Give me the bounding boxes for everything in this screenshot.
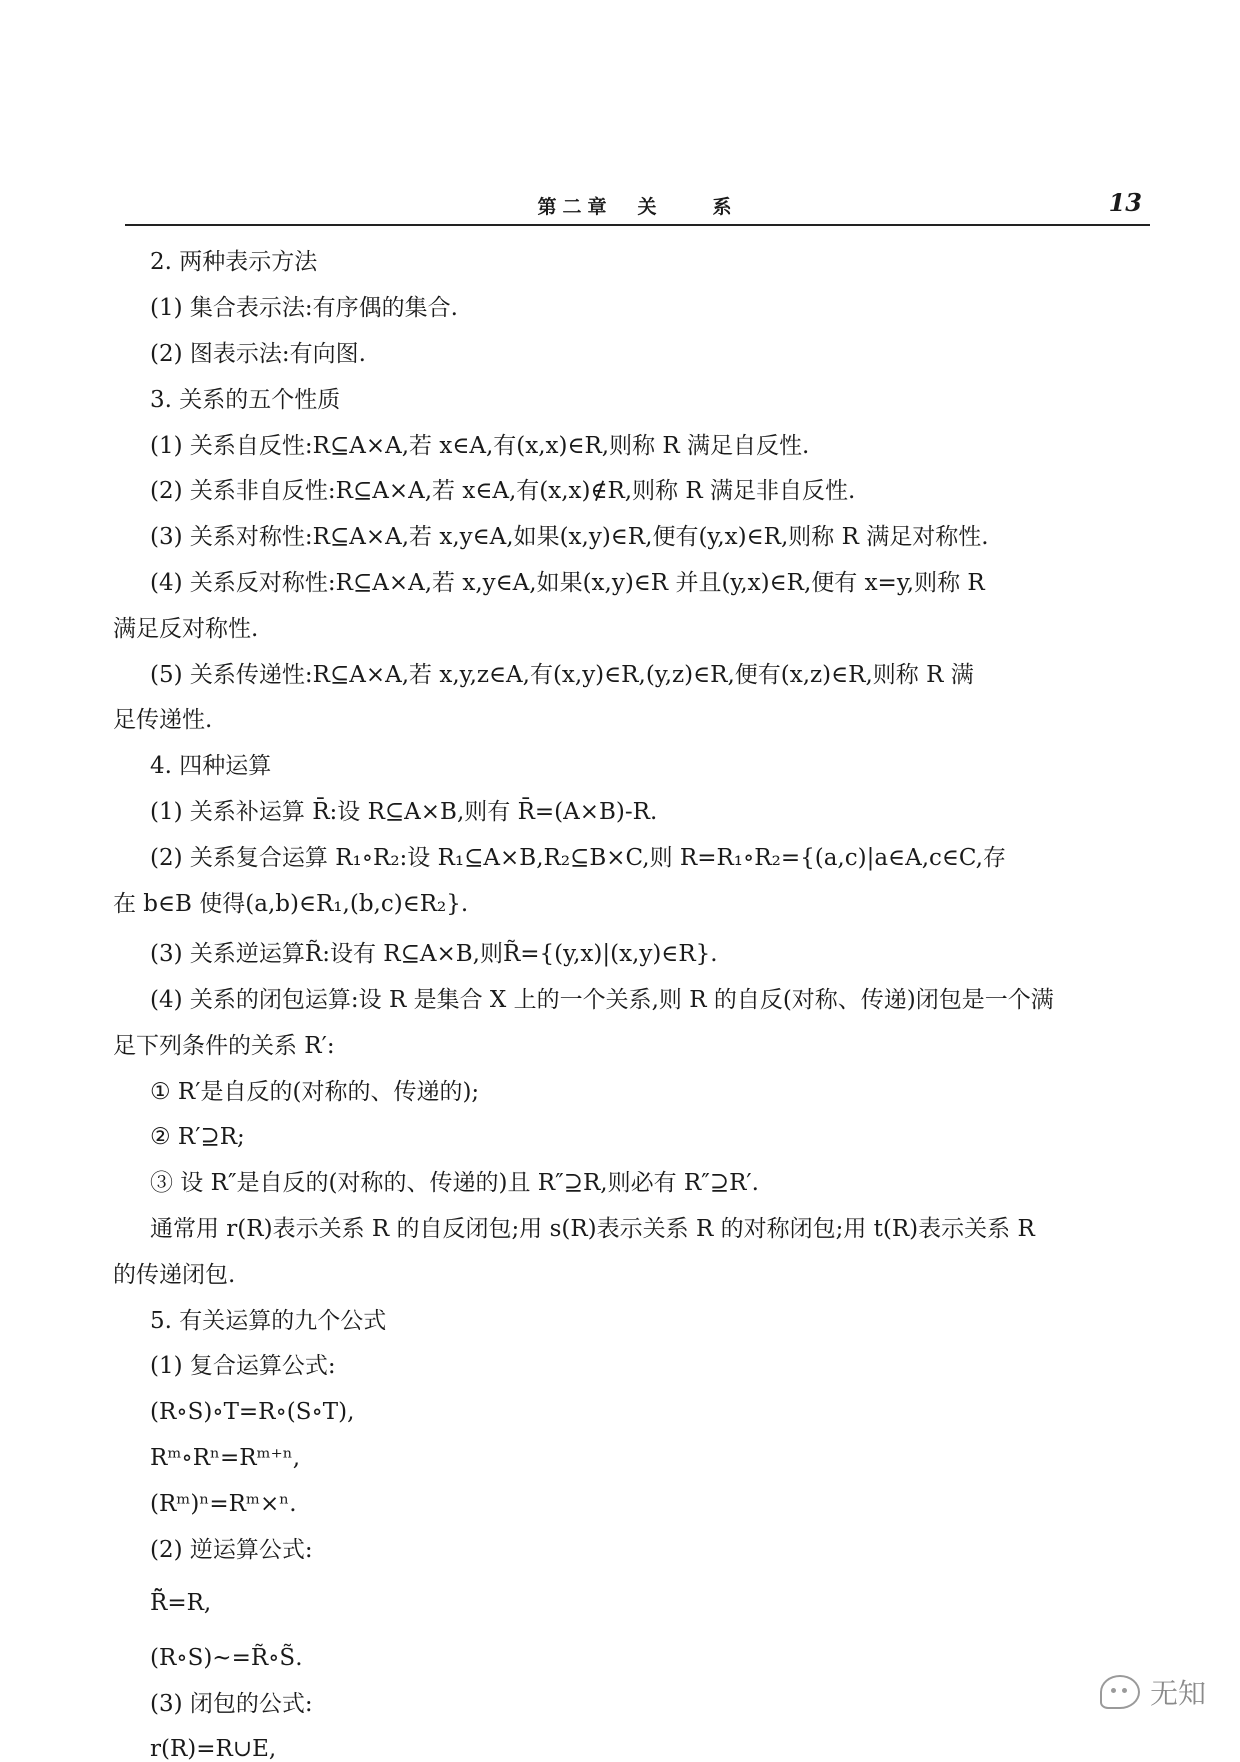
text-line: (2) 关系非自反性:R⊆A×A,若 x∈A,有(x,x)∉R,则称 R 满足非自反性.	[150, 478, 856, 504]
text-line: r(R)=R∪E,	[150, 1736, 277, 1762]
text-line: (1) 复合运算公式:	[150, 1353, 336, 1379]
text-line: 2. 两种表示方法	[150, 249, 318, 275]
watermark-text: 无知	[1150, 1677, 1207, 1710]
text-line: (1) 关系补运算 R̄:设 R⊆A×B,则有 R̄=(A×B)-R.	[150, 799, 658, 825]
text-line: (4) 关系反对称性:R⊆A×A,若 x,y∈A,如果(x,y)∈R 并且(y,x)∈R,便有 x=y,则称 R	[150, 570, 985, 596]
text-line: 足传递性.	[113, 707, 213, 733]
running-header	[125, 188, 1150, 226]
text-line: 在 b∈B 使得(a,b)∈R₁,(b,c)∈R₂}.	[113, 891, 469, 917]
text-line: ② R′⊇R;	[150, 1124, 245, 1150]
text-line: (1) 集合表示法:有序偶的集合.	[150, 295, 458, 321]
text-line: Rᵐ∘Rⁿ=Rᵐ⁺ⁿ,	[150, 1445, 301, 1471]
text-line: 5. 有关运算的九个公式	[150, 1308, 387, 1334]
text-line: 4. 四种运算	[150, 753, 272, 779]
text-line: (2) 逆运算公式:	[150, 1537, 313, 1563]
text-line: (2) 图表示法:有向图.	[150, 341, 366, 367]
text-line: (1) 关系自反性:R⊆A×A,若 x∈A,有(x,x)∈R,则称 R 满足自反性.	[150, 433, 810, 459]
text-line: (4) 关系的闭包运算:设 R 是集合 X 上的一个关系,则 R 的自反(对称、传递)闭包是一个满	[150, 987, 1054, 1013]
text-line: 的传递闭包.	[113, 1262, 236, 1288]
page-number: 13	[1108, 188, 1142, 217]
text-line: 3. 关系的五个性质	[150, 387, 341, 413]
text-line: 满足反对称性.	[113, 616, 259, 642]
text-line: (3) 闭包的公式:	[150, 1691, 313, 1717]
text-line: (2) 关系复合运算 R₁∘R₂:设 R₁⊆A×B,R₂⊆B×C,则 R=R₁∘R₂={(a,c)|a∈A,c∈C,存	[150, 845, 1006, 871]
text-line: (3) 关系对称性:R⊆A×A,若 x,y∈A,如果(x,y)∈R,便有(y,x)∈R,则称 R 满足对称性.	[150, 524, 989, 550]
text-line: 足下列条件的关系 R′:	[113, 1033, 335, 1059]
chapter-title: 第二章 关 系	[537, 196, 738, 218]
text-line: R̃̃=R,	[150, 1590, 212, 1616]
text-line: (5) 关系传递性:R⊆A×A,若 x,y,z∈A,有(x,y)∈R,(y,z)∈R,便有(x,z)∈R,则称 R 满	[150, 662, 974, 688]
text-line: (R∘S)∘T=R∘(S∘T),	[150, 1399, 355, 1425]
text-line: 通常用 r(R)表示关系 R 的自反闭包;用 s(R)表示关系 R 的对称闭包;用 t(R)表示关系 R	[150, 1216, 1035, 1242]
text-line: (R∘S)~=R̃∘S̃.	[150, 1645, 303, 1671]
text-line: (Rᵐ)ⁿ=Rᵐ×ⁿ.	[150, 1491, 297, 1517]
text-line: ① R′是自反的(对称的、传递的);	[150, 1079, 480, 1105]
watermark	[1100, 1672, 1206, 1712]
text-line: (3) 关系逆运算R̃:设有 R⊆A×B,则R̃={(y,x)|(x,y)∈R}.	[150, 941, 718, 967]
text-line: ③ 设 R″是自反的(对称的、传递的)且 R″⊇R,则必有 R″⊇R′.	[150, 1170, 759, 1196]
wechat-icon	[1100, 1675, 1140, 1709]
